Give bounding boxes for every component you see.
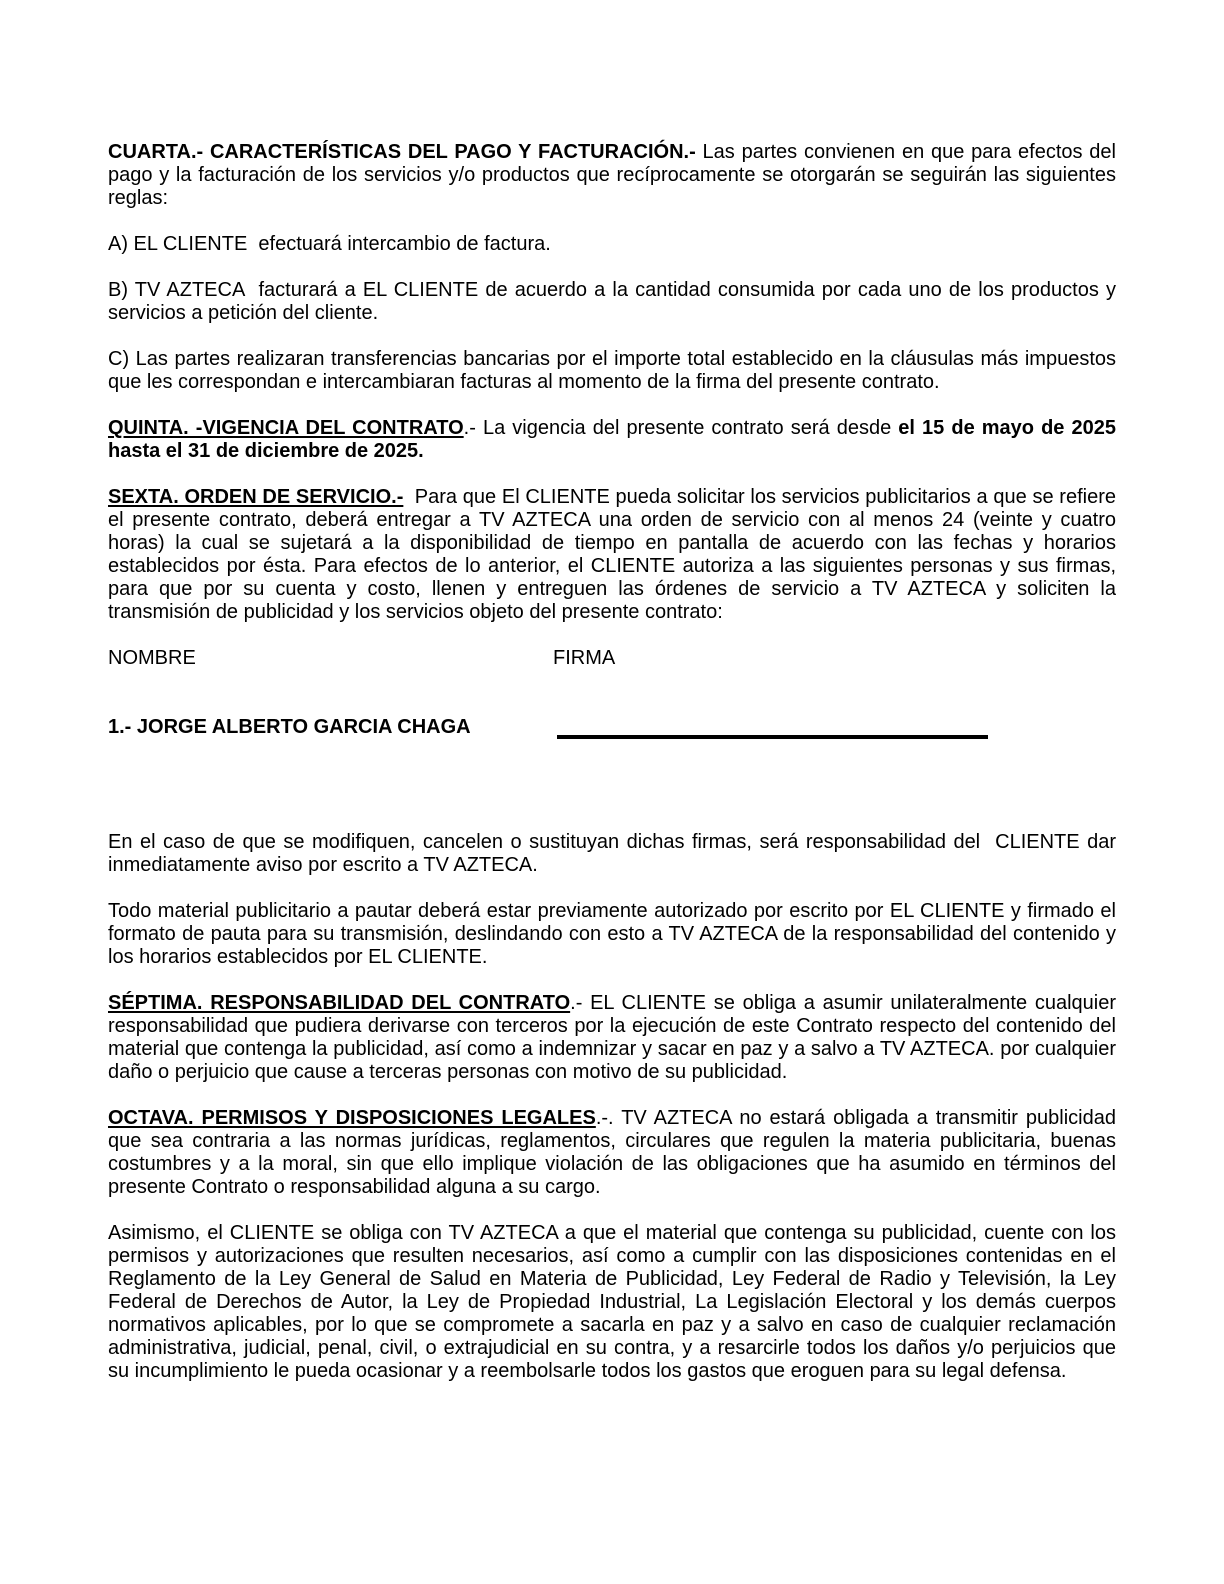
clause-4-body: Las partes convienen en que para efectos del pago y la facturación de los servicios y/o productos que recíprocamente se otorgarán se seguirán las siguientes reglas:	[108, 141, 1122, 209]
authorized-person-name: 1.- JORGE ALBERTO GARCIA CHAGA	[108, 716, 471, 738]
clause-7-paragraph	[108, 992, 1122, 1084]
payment-rule-b: B) TV AZTECA facturará a EL CLIENTE de acuerdo a la cantidad consumida por cada uno de los productos y servicios a petición del cliente.	[108, 279, 1122, 324]
clause-7-body: .- EL CLIENTE se obliga a asumir unilateralmente cualquier responsabilidad que pudiera derivarse con terceros por la ejecución de este Contrato respecto del contenido del material que contenga la publicidad, así como a indemnizar y sacar en paz y a salvo a TV AZTECA. por cualquier daño o perjuicio que cause a terceras personas con motivo de su publicidad.	[108, 992, 1122, 1083]
clause-8-body: .-. TV AZTECA no estará obligada a transmitir publicidad que sea contraria a las normas jurídicas, reglamentos, circulares que regulen la materia publicitaria, buenas costumbres y a la moral, sin que ello implique violación de las obligaciones que ha asumido en términos del presente Contrato o responsabilidad alguna a su cargo.	[108, 1107, 1122, 1198]
firmas-change-paragraph: En el caso de que se modifiquen, cancelen o sustituyan dichas firmas, será responsabilidad del CLIENTE dar inmediatamente aviso por escrito a TV AZTECA.	[108, 831, 1122, 876]
signature-entry-row	[108, 716, 1116, 739]
clause-6-paragraph	[108, 486, 1122, 624]
clause-8-paragraph	[108, 1107, 1122, 1199]
clause-8-heading: OCTAVA. PERMISOS Y DISPOSICIONES LEGALES	[108, 1107, 596, 1129]
signature-labels-row	[108, 647, 1116, 670]
clause-6-heading: SEXTA. ORDEN DE SERVICIO.-	[108, 486, 404, 508]
clause-7-heading: SÉPTIMA. RESPONSABILIDAD DEL CONTRATO	[108, 992, 571, 1014]
clause-4-heading: CUARTA.- CARACTERÍSTICAS DEL PAGO Y FACTURACIÓN.-	[108, 141, 696, 163]
clause-5-heading: QUINTA. -VIGENCIA DEL CONTRATO	[108, 417, 464, 439]
material-authorization-paragraph: Todo material publicitario a pautar deberá estar previamente autorizado por escrito por EL CLIENTE y firmado el formato de pauta para su transmisión, deslindando con esto a TV AZTECA de la responsabilidad del contenido y los horarios establecidos por EL CLIENTE.	[108, 900, 1122, 968]
payment-rule-a: A) EL CLIENTE efectuará intercambio de factura.	[108, 233, 551, 255]
clause-5-lead: .- La vigencia del presente contrato será desde	[463, 417, 899, 439]
name-column-label: NOMBRE	[108, 647, 196, 669]
payment-rule-c: C) Las partes realizaran transferencias bancarias por el importe total establecido en la cláusulas más impuestos que les correspondan e intercambiaran facturas al momento de la firma del presente contrato.	[108, 348, 1122, 393]
asimismo-paragraph: Asimismo, el CLIENTE se obliga con TV AZTECA a que el material que contenga su publicidad, cuente con los permisos y autorizaciones que resulten necesarios, así como a cumplir con las disposiciones contenidas en el Reglamento de la Ley General de Salud en Materia de Publicidad, Ley Federal de Radio y Televisión, la Ley Federal de Derechos de Autor, la Ley de Propiedad Industrial, La Legislación Electoral y los demás cuerpos normativos aplicables, por lo que se compromete a sacarla en paz y a salvo en caso de cualquier reclamación administrativa, judicial, penal, civil, o extrajudicial en su contra, y a resarcirle todos los daños y/o perjuicios que su incumplimiento le pueda ocasionar y a reembolsarle todos los gastos que eroguen para su legal defensa.	[108, 1222, 1122, 1382]
contract-content	[108, 141, 1122, 1383]
signature-column-label: FIRMA	[553, 647, 616, 669]
clause-6-body: Para que El CLIENTE pueda solicitar los servicios publicitarios a que se refiere el presente contrato, deberá entregar a TV AZTECA una orden de servicio con al menos 24 (veinte y cuatro horas) la cual se sujetará a la disponibilidad de tiempo en pantalla de acuerdo con las fechas y horarios establecidos por ésta. Para efectos de lo anterior, el CLIENTE autoriza a las siguientes personas y sus firmas, para que por su cuenta y costo, llenen y entreguen las órdenes de servicio a TV AZTECA y soliciten la transmisión de publicidad y los servicios objeto del presente contrato:	[108, 486, 1122, 623]
clause-4-paragraph	[108, 141, 1122, 210]
signature-line	[557, 735, 988, 739]
clause-5-validity-dates: el 15 de mayo de 2025 hasta el 31 de diciembre de 2025.	[108, 417, 1122, 462]
clause-5-paragraph	[108, 417, 1122, 463]
